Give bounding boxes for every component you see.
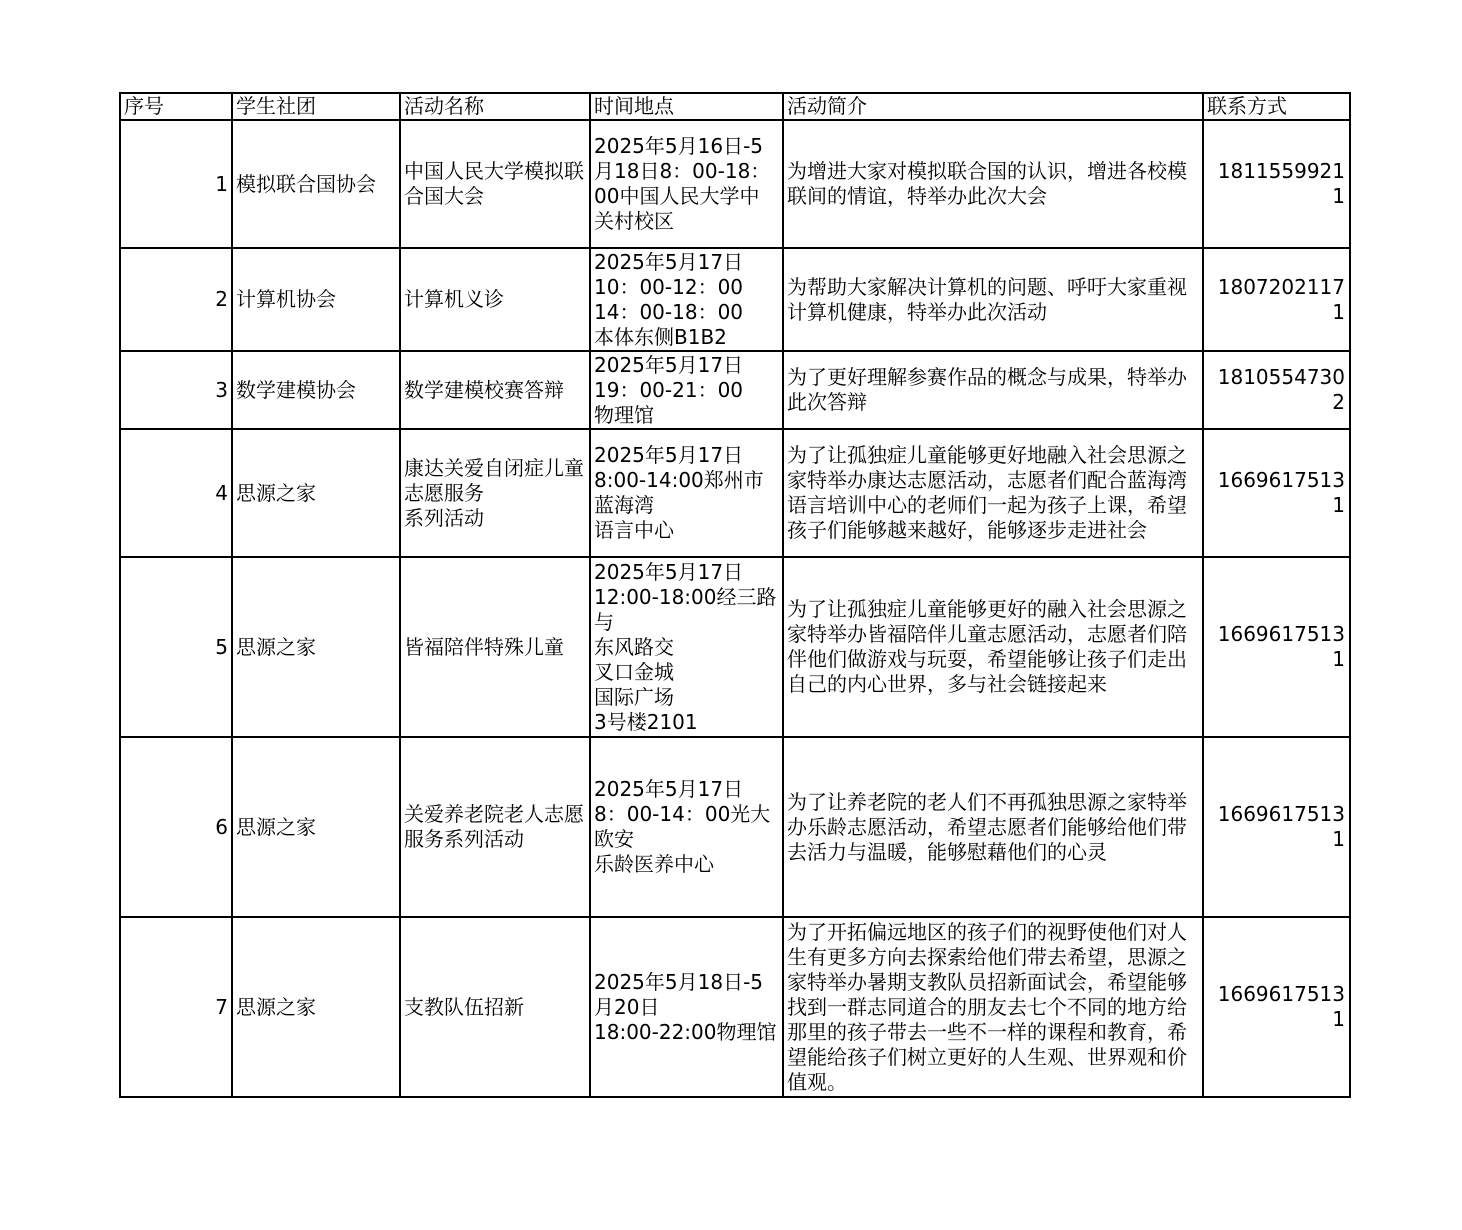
row-club: 思源之家 [232, 557, 400, 737]
header-intro: 活动简介 [783, 93, 1203, 120]
header-club: 学生社团 [232, 93, 400, 120]
row-no: 4 [120, 429, 232, 557]
row-no: 1 [120, 120, 232, 248]
row-contact: 16696175131 [1203, 737, 1350, 917]
row-activity: 支教队伍招新 [400, 917, 590, 1097]
header-time-place: 时间地点 [590, 93, 783, 120]
row-activity: 关爱养老院老人志愿服务系列活动 [400, 737, 590, 917]
row-no: 6 [120, 737, 232, 917]
table-row [120, 120, 1350, 248]
row-intro: 为了让孤独症儿童能够更好地融入社会思源之家特举办康达志愿活动，志愿者们配合蓝海湾语言培训中心的老师们一起为孩子上课，希望孩子们能够越来越好，能够逐步走进社会 [783, 429, 1203, 557]
row-contact: 18105547302 [1203, 351, 1350, 429]
row-activity: 数学建模校赛答辩 [400, 351, 590, 429]
row-club: 思源之家 [232, 429, 400, 557]
row-intro: 为了开拓偏远地区的孩子们的视野使他们对人生有更多方向去探索给他们带去希望，思源之家特举办暑期支教队员招新面试会，希望能够找到一群志同道合的朋友去七个不同的地方给那里的孩子带去一些不一样的课程和教育，希望能给孩子们树立更好的人生观、世界观和价值观。 [783, 917, 1203, 1097]
header-row [120, 93, 1350, 120]
row-time-place: 2025年5月16日-5月18日8：00-18： 00中国人民大学中关村校区 [590, 120, 783, 248]
row-time-place: 2025年5月17日 10：00-12：00 14：00-18：00 本体东侧B1B2 [590, 248, 783, 351]
table-row [120, 248, 1350, 351]
row-contact: 16696175131 [1203, 557, 1350, 737]
row-intro: 为了让养老院的老人们不再孤独思源之家特举办乐龄志愿活动，希望志愿者们能够给他们带去活力与温暖，能够慰藉他们的心灵 [783, 737, 1203, 917]
row-intro: 为帮助大家解决计算机的问题、呼吁大家重视计算机健康，特举办此次活动 [783, 248, 1203, 351]
row-no: 5 [120, 557, 232, 737]
row-intro: 为增进大家对模拟联合国的认识，增进各校模联间的情谊，特举办此次大会 [783, 120, 1203, 248]
table-row [120, 429, 1350, 557]
row-intro: 为了让孤独症儿童能够更好的融入社会思源之家特举办皆福陪伴儿童志愿活动，志愿者们陪伴他们做游戏与玩耍，希望能够让孩子们走出自己的内心世界，多与社会链接起来 [783, 557, 1203, 737]
header-activity: 活动名称 [400, 93, 590, 120]
table-row [120, 351, 1350, 429]
row-time-place: 2025年5月17日 8：00-14：00光大欧安 乐龄医养中心 [590, 737, 783, 917]
row-time-place: 2025年5月17日 8:00-14:00郑州市蓝海湾 语言中心 [590, 429, 783, 557]
row-club: 模拟联合国协会 [232, 120, 400, 248]
row-contact: 16696175131 [1203, 429, 1350, 557]
row-activity: 中国人民大学模拟联合国大会 [400, 120, 590, 248]
row-contact: 18115599211 [1203, 120, 1350, 248]
row-contact: 16696175131 [1203, 917, 1350, 1097]
row-intro: 为了更好理解参赛作品的概念与成果，特举办此次答辩 [783, 351, 1203, 429]
row-time-place: 2025年5月18日-5月20日 18:00-22:00物理馆 [590, 917, 783, 1097]
row-activity: 康达关爱自闭症儿童志愿服务 系列活动 [400, 429, 590, 557]
row-no: 2 [120, 248, 232, 351]
row-activity: 计算机义诊 [400, 248, 590, 351]
header-no: 序号 [120, 93, 232, 120]
row-time-place: 2025年5月17日 19：00-21：00 物理馆 [590, 351, 783, 429]
row-contact: 18072021171 [1203, 248, 1350, 351]
row-no: 3 [120, 351, 232, 429]
row-no: 7 [120, 917, 232, 1097]
row-club: 数学建模协会 [232, 351, 400, 429]
row-club: 思源之家 [232, 737, 400, 917]
row-time-place: 2025年5月17日 12:00-18:00经三路与 东风路交 叉口金城 国际广场 3号楼2101 [590, 557, 783, 737]
activity-table [119, 92, 1351, 1098]
table-row [120, 917, 1350, 1097]
header-contact: 联系方式 [1203, 93, 1350, 120]
table-row [120, 737, 1350, 917]
table-row [120, 557, 1350, 737]
row-activity: 皆福陪伴特殊儿童 [400, 557, 590, 737]
row-club: 思源之家 [232, 917, 400, 1097]
row-club: 计算机协会 [232, 248, 400, 351]
